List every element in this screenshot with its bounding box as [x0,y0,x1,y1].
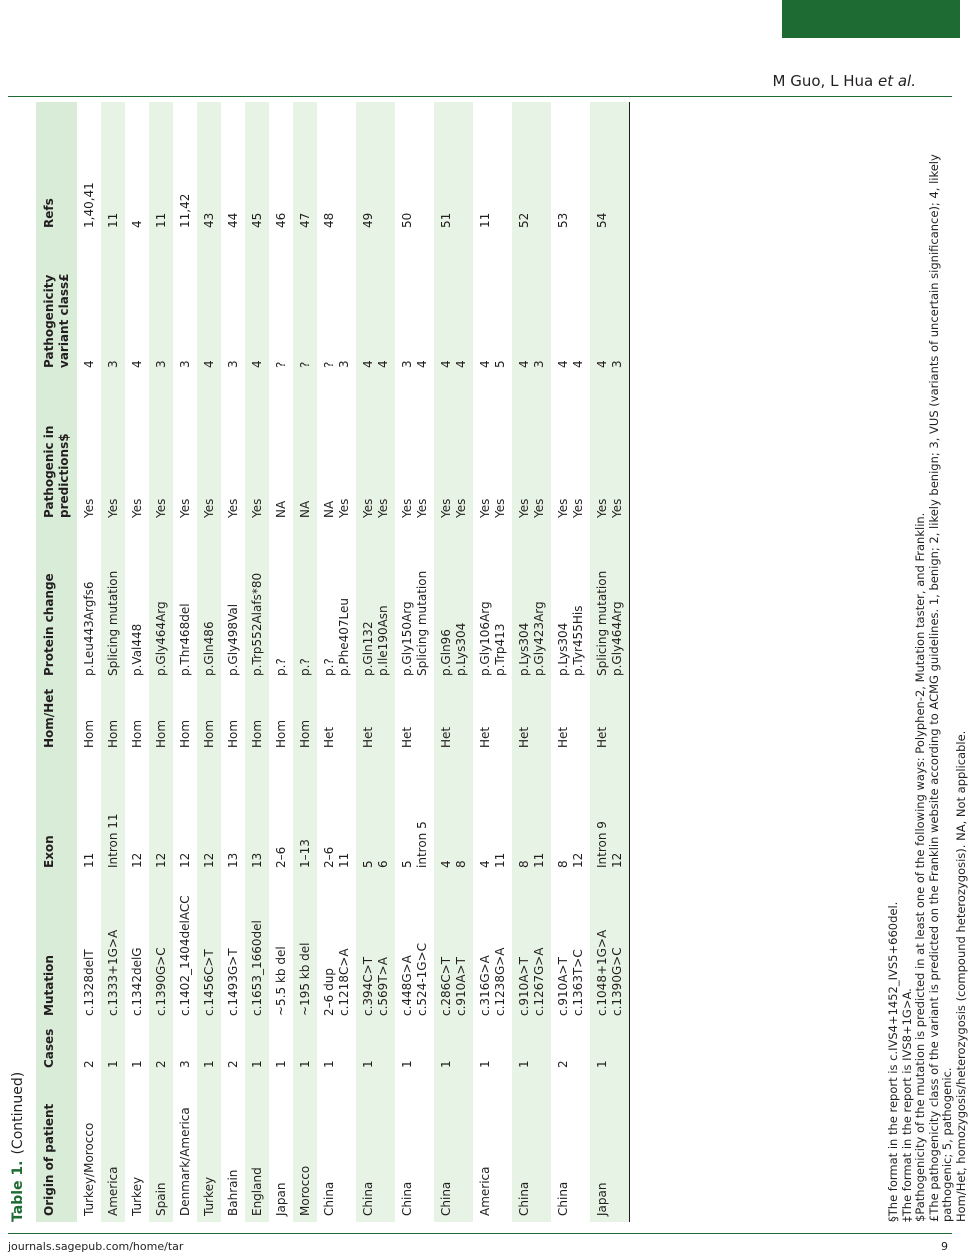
page-number: 9 [941,1240,948,1253]
cell-exon: 4 11 [478,852,507,868]
cell-refs: 45 [245,102,269,234]
cell-homhet: Hom [197,682,221,754]
cell-cases: 1 [197,1022,221,1074]
table-row [125,102,149,1222]
cell-refs: 4 [130,220,144,228]
cell-cases: 1 [400,1060,414,1068]
cell-class: 3 [226,360,240,368]
running-head: M Guo, L Hua et al. [772,72,916,90]
cell-origin: Turkey [197,1074,221,1222]
cell-pred: Yes Yes [434,374,473,524]
cell-cases: 2 [149,1022,173,1074]
cell-homhet: Hom [101,682,125,754]
cell-exon: 12 [197,754,221,874]
cell-protein: p.Gly150Arg Splicing mutation [400,570,429,676]
col-origin: Origin of patient [36,1074,77,1222]
cell-cases: 2 [226,1060,240,1068]
cell-cases: 1 [322,1060,336,1068]
cell-cases: 3 [178,1060,192,1068]
col-homhet: Hom/Het [36,682,77,754]
cell-mutation: c.1333+1G>A [101,874,125,1022]
cell-exon: 13 [245,754,269,874]
footnote: ‡The format in the report is IVS8+1G>A. [899,988,914,1222]
cell-protein: p.Gly464Arg [149,524,173,682]
table-row [101,102,125,1222]
cell-exon: 8 11 [512,754,551,874]
col-refs: Refs [36,102,77,234]
cell-pred: NA [274,500,288,518]
table-row [245,102,269,1222]
table-row [434,102,473,1222]
cell-refs: 1,40,41 [82,182,96,228]
cell-protein: p.Trp552Alafs*80 [245,524,269,682]
cell-pred: Yes [101,374,125,524]
cell-protein: p.Leu443Argfs6 [82,581,96,676]
cell-refs: 54 [590,102,630,234]
cell-origin: China [356,1074,395,1222]
cell-mutation: ~5.5 kb del [274,946,288,1016]
cell-origin: Japan [590,1074,630,1222]
cell-mutation: c.1048+1G>A c.1390G>C [590,874,630,1022]
cell-cases: 1 [478,1060,492,1068]
cell-refs: 11,42 [178,193,192,228]
cell-class: 4 5 [478,360,507,368]
table-footnotes [887,102,968,1222]
cell-pred: Yes Yes [356,374,395,524]
cell-class: ? 3 [322,360,351,368]
cell-refs: 52 [512,102,551,234]
cell-class: 3 [149,234,173,374]
rotated-table-block [10,102,968,1222]
cell-origin: Morocco [293,1074,317,1222]
table-row [590,102,630,1222]
cell-exon: 11 [82,852,96,868]
cell-pred: Yes Yes [556,498,585,518]
cell-cases: 1 [356,1022,395,1074]
mutation-table [36,102,630,1222]
cell-protein: p.? p.Phe407Leu [322,597,351,676]
table-row [149,102,173,1222]
table-row [551,102,590,1222]
cell-class: ? [274,361,288,368]
cell-exon: 12 [178,852,192,868]
cell-homhet: Het [322,726,336,748]
footnote: £The pathogenicity class of the variant is predicted on the Franklin website according to ACMG guidelines. 1, benign; 2, likely benign; 3, VUS (variants of uncertain significance); 4, likely pathogenic; 5, pathogenic. [926,154,954,1222]
cell-cases: 1 [293,1022,317,1074]
cell-protein: p.Lys304 p.Gly423Arg [512,524,551,682]
footer-rule [8,1233,952,1234]
footnote: $Pathogenicity of the mutation is predicted in at least one of the following ways: Polyphen-2, Mutation taster, and Franklin. [913,512,927,1222]
col-mutation: Mutation [36,874,77,1022]
cell-exon: 4 8 [434,754,473,874]
cell-mutation: c.1402_1404delACC [178,895,192,1016]
cell-pred: NA [293,374,317,524]
cell-refs: 50 [400,212,414,228]
table-row [269,102,293,1222]
cell-origin: Spain [149,1074,173,1222]
cell-class: 4 4 [434,234,473,374]
cell-protein: p.Gly106Arg p.Trp413 [478,601,507,676]
cell-homhet: Hom [226,719,240,748]
table-label: Table 1. [10,1160,26,1222]
cell-refs: 46 [274,212,288,228]
cell-mutation: c.1342delG [130,947,144,1016]
cell-origin: America [101,1074,125,1222]
cell-pred: Yes Yes [400,498,429,518]
cell-exon: 5 6 [356,754,395,874]
footnote: Hom/Het, homozygosis/heterozygosis (compound heterozygosis). NA, Not applicable. [953,730,968,1222]
cell-class: 3 [178,360,192,368]
cell-origin: Turkey/Morocco [82,1122,96,1216]
cell-homhet: Hom [245,682,269,754]
cell-exon: Intron 11 [101,754,125,874]
cell-cases: 1 [512,1022,551,1074]
cell-homhet: Hom [274,719,288,748]
cell-exon: 8 12 [556,852,585,868]
cell-pred: Yes [82,498,96,518]
journal-color-bar [782,0,960,38]
cell-pred: Yes [178,498,192,518]
cell-pred: Yes [226,498,240,518]
table-header-row [36,102,77,1222]
cell-refs: 11 [478,212,492,228]
cell-protein: p.Gln132 p.Ile190Asn [356,524,395,682]
cell-pred: Yes [149,374,173,524]
col-cases: Cases [36,1022,77,1074]
cell-exon: Intron 9 12 [590,754,630,874]
table-body [77,102,630,1222]
cell-homhet: Het [590,682,630,754]
col-pathogenic: Pathogenic in predictions$ [36,374,77,524]
cell-class: 4 3 [512,234,551,374]
cell-protein: p.Lys304 p.Tyr455His [556,605,585,676]
cell-homhet: Het [478,726,492,748]
cell-class: 4 [245,234,269,374]
cell-exon: 12 [130,852,144,868]
cell-refs: 44 [226,212,240,228]
cell-protein: Splicing mutation p.Gly464Arg [590,524,630,682]
table-row [356,102,395,1222]
cell-refs: 43 [197,102,221,234]
cell-refs: 51 [434,102,473,234]
col-exon: Exon [36,754,77,874]
table-row [317,102,356,1222]
cell-cases: 1 [245,1022,269,1074]
cell-protein: p.Gln486 [197,524,221,682]
cell-class: 3 4 [400,360,429,368]
cell-origin: Japan [274,1182,288,1216]
cell-origin: Turkey [130,1176,144,1216]
table-row [221,102,245,1222]
table-row [395,102,434,1222]
cell-homhet: Hom [178,719,192,748]
cell-homhet: Hom [149,682,173,754]
cell-mutation: c.910A>T c.1267G>A [512,874,551,1022]
cell-refs: 11 [149,102,173,234]
cell-homhet: Het [356,682,395,754]
cell-mutation: c.1493G>T [226,948,240,1016]
cell-cases: 1 [274,1060,288,1068]
cell-homhet: Het [512,682,551,754]
cell-cases: 1 [434,1022,473,1074]
cell-cases: 1 [101,1022,125,1074]
table-row [77,102,101,1222]
cell-origin: China [322,1181,336,1216]
cell-homhet: Hom [82,719,96,748]
cell-cases: 2 [82,1060,96,1068]
cell-mutation: c.286C>T c.910A>T [434,874,473,1022]
cell-class: 4 [130,360,144,368]
col-class: Pathogenicity variant class£ [36,234,77,374]
cell-homhet: Het [434,682,473,754]
col-protein: Protein change [36,524,77,682]
cell-exon: 1–13 [293,754,317,874]
cell-class: 4 [82,360,96,368]
cell-protein: p.? [274,658,288,676]
cell-origin: Bahrain [226,1169,240,1216]
cell-class: 4 4 [556,360,585,368]
cell-origin: Denmark/America [178,1107,192,1216]
cell-origin: England [245,1074,269,1222]
cell-mutation: c.1456C>T [197,874,221,1022]
cell-refs: 47 [293,102,317,234]
cell-class: ? [293,234,317,374]
cell-homhet: Hom [130,719,144,748]
cell-origin: China [512,1074,551,1222]
cell-exon: 12 [149,754,173,874]
cell-cases: 1 [590,1022,630,1074]
cell-mutation: c.1328delT [82,949,96,1016]
cell-homhet: Het [556,726,570,748]
cell-class: 4 3 [590,234,630,374]
cell-mutation: 2–6 dup c.1218C>A [322,948,351,1016]
cell-pred: NA Yes [322,498,351,518]
cell-mutation: c.316G>A c.1238G>A [478,947,507,1016]
cell-protein: Splicing mutation [101,524,125,682]
cell-origin: America [478,1166,492,1216]
cell-refs: 49 [356,102,395,234]
cell-mutation: c.1653_1660del [245,874,269,1022]
cell-exon: 13 [226,852,240,868]
cell-mutation: c.448G>A c.524-1G>C [400,942,429,1016]
table-continued: (Continued) [10,1071,26,1155]
cell-protein: p.? [293,524,317,682]
cell-homhet: Hom [293,682,317,754]
cell-class: 4 [197,234,221,374]
cell-pred: Yes Yes [512,374,551,524]
cell-pred: Yes Yes [590,374,630,524]
cell-mutation: c.1390G>C [149,874,173,1022]
footnote: §The format in the report is c.IVS4+1452_IVS5+660del. [886,901,900,1222]
table-row [197,102,221,1222]
cell-protein: p.Thr468del [178,603,192,676]
cell-refs: 53 [556,212,570,228]
cell-origin: China [434,1074,473,1222]
cell-pred: Yes [130,498,144,518]
cell-exon: 2–6 [274,846,288,868]
cell-protein: p.Val448 [130,623,144,676]
cell-refs: 48 [322,212,336,228]
cell-exon: 2–6 11 [322,846,351,868]
table-row [473,102,512,1222]
cell-pred: Yes Yes [478,498,507,518]
table-row [293,102,317,1222]
header-rule [8,96,952,97]
cell-cases: 1 [130,1060,144,1068]
cell-origin: China [400,1181,414,1216]
journal-url: journals.sagepub.com/home/tar [8,1240,184,1253]
table-row [173,102,197,1222]
cell-origin: China [556,1181,570,1216]
cell-cases: 2 [556,1060,570,1068]
cell-mutation: c.910A>T c.1363T>C [556,949,585,1016]
cell-protein: p.Gly498Val [226,603,240,676]
cell-homhet: Het [400,726,414,748]
cell-mutation: c.394C>T c.569T>A [356,874,395,1022]
cell-class: 4 4 [356,234,395,374]
table-caption [10,1072,26,1222]
cell-protein: p.Gln96 p.Lys304 [434,524,473,682]
cell-exon: 5 intron 5 [400,821,429,868]
cell-pred: Yes [245,374,269,524]
cell-refs: 11 [101,102,125,234]
cell-class: 3 [101,234,125,374]
table-row [512,102,551,1222]
cell-mutation: ~195 kb del [293,874,317,1022]
cell-pred: Yes [197,374,221,524]
